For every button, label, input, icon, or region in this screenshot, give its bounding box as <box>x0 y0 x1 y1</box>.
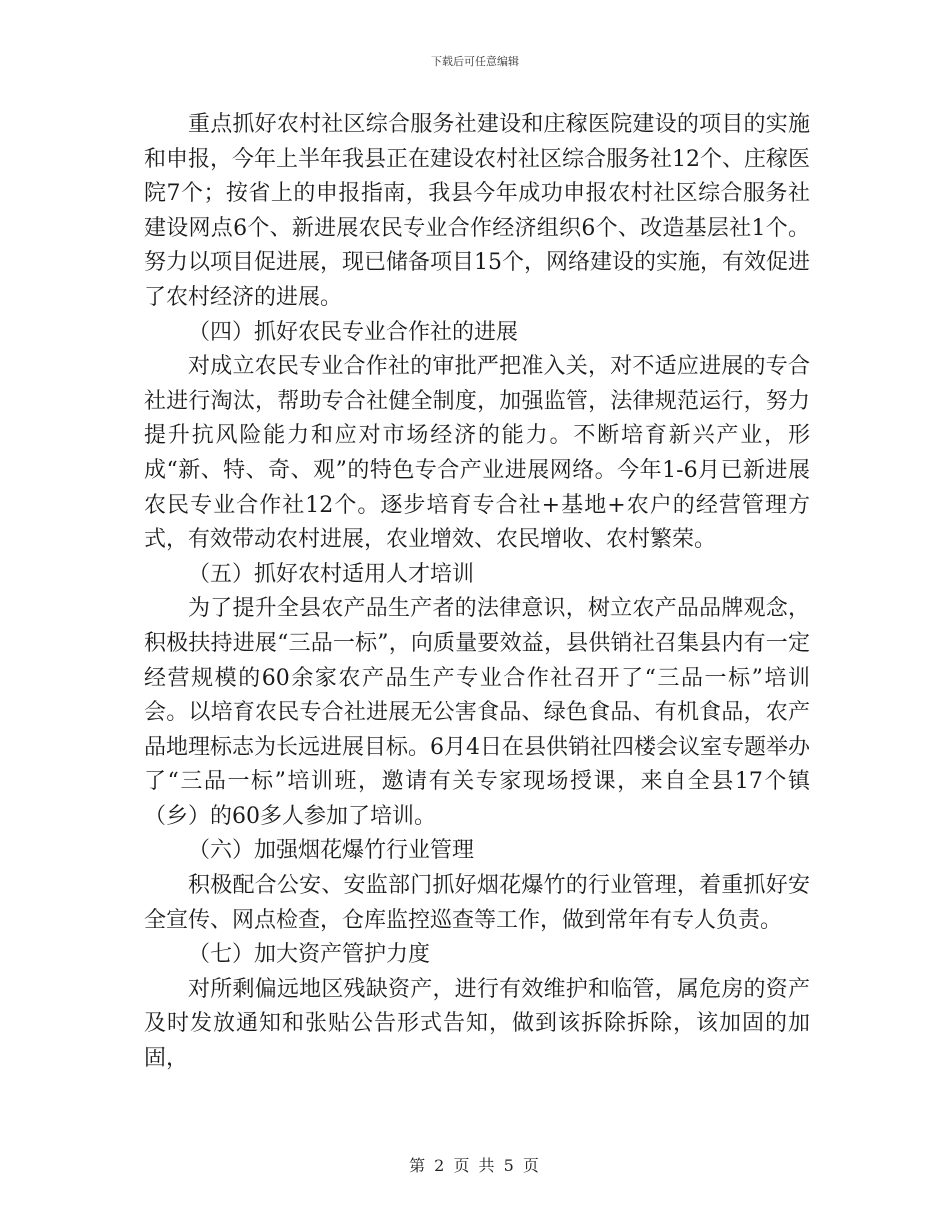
paragraph-fireworks: 积极配合公安、安监部门抓好烟花爆竹的行业管理，着重抓好安全宣传、网点检查，仓库监控巡查等工作，做到常年有专人负责。 <box>144 873 810 933</box>
paragraph-cooperatives: 对成立农民专业合作社的审批严把准入关，对不适应进展的专合社进行淘汰，帮助专合社健全制度，加强监管，法律规范运行，努力提升抗风险能力和应对市场经济的能力。不断培育新兴产业，形成“新、特、奇、观”的特色专合产业进展网络。今年1-6月已新进展农民专业合作社12个。逐步培育专合社+基地+农户的经营管理方式，有效带动农村进展，农业增效、农民增收、农村繁荣。 <box>144 354 810 553</box>
page-header: 下载后可任意编辑 <box>431 55 519 68</box>
section-heading-7: （七）加大资产管护力度 <box>188 942 431 968</box>
section-heading-5: （五）抓好农村适用人才培训 <box>188 561 475 587</box>
paragraph-training: 为了提升全县农产品生产者的法律意识，树立农产品品牌观念，积极扶持进展“三品一标”，向质量要效益，县供销社召集县内有一定经营规模的60余家农产品生产专业合作社召开了“三品一标”培训会。以培育农民专合社进展无公害食品、绿色食品、有机食品，农产品地理标志为长远进展目标。6月4日在县供销社四楼会议室专题举办了“三品一标”培训班，邀请有关专家现场授课，来自全县17个镇（乡）的60多人参加了培训。 <box>144 596 810 829</box>
section-heading-6: （六）加强烟花爆竹行业管理 <box>188 838 475 864</box>
page-footer: 第 2 页 共 5 页 <box>409 1156 541 1175</box>
paragraph-service-projects: 重点抓好农村社区综合服务社建设和庄稼医院建设的项目的实施和申报，今年上半年我县正在建设农村社区综合服务社12个、庄稼医院7个；按省上的申报指南，我县今年成功申报农村社区综合服务社建设网点6个、新进展农民专业合作经济组织6个、改造基层社1个。努力以项目促进展，现已储备项目15个，网络建设的实施，有效促进了农村经济的进展。 <box>144 112 810 310</box>
document-body <box>144 108 810 1077</box>
section-heading-4: （四）抓好农民专业合作社的进展 <box>188 319 519 345</box>
paragraph-assets: 对所剩偏远地区残缺资产，进行有效维护和临管，属危房的资产及时发放通知和张贴公告形式告知，做到该拆除拆除，该加固的加固， <box>144 976 810 1072</box>
